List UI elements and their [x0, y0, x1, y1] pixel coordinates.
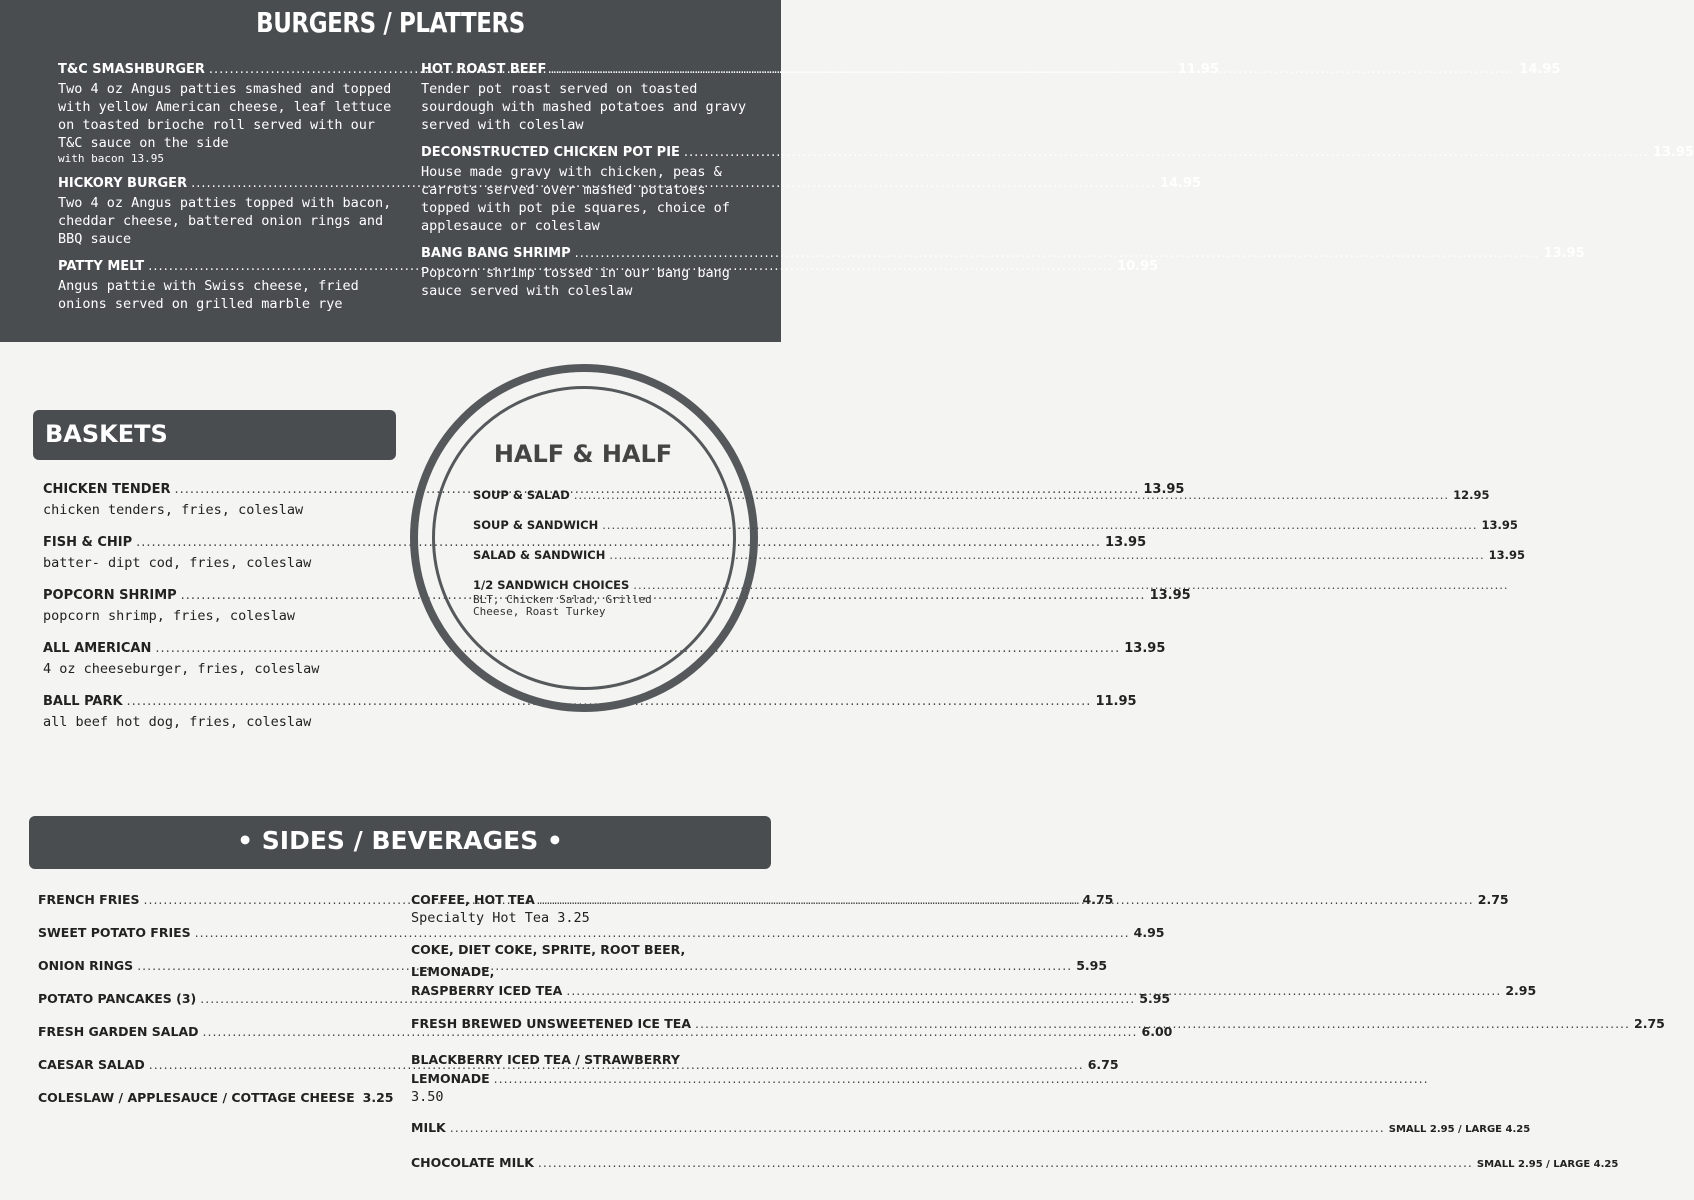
section-title-half-half: HALF & HALF [493, 440, 673, 468]
item-price: 5.95 [1139, 991, 1171, 1006]
item-price: 6.00 [1141, 1024, 1173, 1039]
item-desc: Angus pattie with Swiss cheese, fried onions served on grilled marble rye [58, 278, 359, 312]
item-price: 3.25 [362, 1090, 394, 1105]
item-name: SALAD & SANDWICH [473, 548, 606, 562]
item-desc: Two 4 oz Angus patties topped with bacon, cheddar cheese, battered onion rings and BBQ sauce [58, 195, 392, 247]
half-half-list [473, 488, 1526, 618]
item-price: 2.95 [1505, 983, 1537, 998]
item-name: ONION RINGS [38, 958, 134, 973]
item-price: 13.95 [1652, 145, 1694, 160]
item-desc: Tender pot roast served on toasted sourdough with mashed potatoes and gravy served with coleslaw [421, 81, 747, 133]
item-name: HICKORY BURGER [58, 176, 188, 191]
menu-item [38, 991, 1171, 1006]
sandwich-choices: BLT, Chicken Salad, Grilled Cheese, Roast Turkey [473, 593, 652, 618]
item-name: HOT ROAST BEEF [421, 62, 547, 77]
menu-item [473, 518, 1518, 532]
menu-item [38, 1090, 394, 1105]
item-name: RASPBERRY ICED TEA [411, 983, 563, 998]
item-name: LEMONADE [411, 1071, 490, 1086]
menu-item [411, 1120, 1531, 1135]
item-price: 6.75 [1087, 1057, 1119, 1072]
item-price: 13.95 [1488, 548, 1526, 562]
item-name: ALL AMERICAN [43, 641, 152, 656]
item-desc: House made gravy with chicken, peas & carrots served over mashed potatoes topped with pot pie squares, choice of applesauce or coleslaw [421, 164, 730, 234]
section-title-sides: • SIDES / BEVERAGES • [29, 816, 771, 869]
item-price: 12.95 [1453, 488, 1490, 502]
item-name-line: BLACKBERRY ICED TEA / STRAWBERRY [411, 1052, 680, 1067]
menu-item [43, 641, 1166, 678]
section-title-baskets: BASKETS [33, 410, 396, 460]
item-name: MILK [411, 1120, 446, 1135]
item-name: BALL PARK [43, 694, 123, 709]
menu-item [411, 1155, 1619, 1170]
item-name: COLESLAW / APPLESAUCE / COTTAGE CHEESE [38, 1090, 355, 1105]
item-price: 4.95 [1133, 925, 1165, 940]
item-name: 1/2 SANDWICH CHOICES [473, 578, 630, 592]
item-price: 4.75 [1082, 892, 1114, 907]
item-price: SMALL 2.95 / LARGE 4.25 [1476, 1159, 1619, 1170]
item-name: SOUP & SALAD [473, 488, 570, 502]
item-price: 13.95 [1105, 535, 1147, 550]
item-price: 13.95 [1481, 518, 1518, 532]
item-price: SMALL 2.95 / LARGE 4.25 [1388, 1124, 1531, 1135]
item-price: 11.95 [1177, 62, 1219, 77]
item-name: FRENCH FRIES [38, 892, 140, 907]
item-price: 11.95 [1095, 694, 1137, 709]
menu-item [38, 1024, 1173, 1039]
item-desc: Two 4 oz Angus patties smashed and topped with yellow American cheese, leaf lettuce on toasted brioche roll served with our T&C sauce on the side [58, 81, 392, 151]
item-name: FISH & CHIP [43, 535, 133, 550]
item-price: 13.95 [1149, 588, 1191, 603]
item-name: CHOCOLATE MILK [411, 1155, 534, 1170]
menu-item [38, 958, 1108, 973]
menu-item [473, 548, 1526, 562]
item-name: SWEET POTATO FRIES [38, 925, 191, 940]
item-name: COFFEE, HOT TEA [411, 892, 535, 907]
menu-item [38, 925, 1165, 940]
item-price: 13.95 [1143, 482, 1185, 497]
menu-item [411, 1049, 759, 1106]
item-name: T&C SMASHBURGER [58, 62, 205, 77]
menu-item [43, 694, 1137, 731]
burgers-platters-section [0, 0, 1694, 342]
item-name: CHICKEN TENDER [43, 482, 171, 497]
item-price: 13.95 [1124, 641, 1166, 656]
item-note: with bacon 13.95 [58, 152, 164, 165]
item-desc: popcorn shrimp, fries, coleslaw [43, 608, 295, 624]
item-desc: 4 oz cheeseburger, fries, coleslaw [43, 661, 320, 677]
item-name: CAESAR SALAD [38, 1057, 145, 1072]
item-price: 2.75 [1477, 892, 1509, 907]
item-price: 10.95 [1117, 259, 1159, 274]
item-name: FRESH GARDEN SALAD [38, 1024, 199, 1039]
item-name: POPCORN SHRIMP [43, 588, 177, 603]
item-note: Specialty Hot Tea 3.25 [411, 910, 590, 926]
item-name: FRESH BREWED UNSWEETENED ICE TEA [411, 1016, 691, 1031]
item-name-line: COKE, DIET COKE, SPRITE, ROOT BEER, LEMONADE, [411, 942, 686, 979]
section-title-burgers: BURGERS / PLATTERS [256, 6, 525, 39]
item-name: PATTY MELT [58, 259, 145, 274]
menu-item [411, 1016, 1665, 1031]
item-name: DECONSTRUCTED CHICKEN POT PIE [421, 145, 680, 160]
item-name: POTATO PANCAKES (3) [38, 991, 197, 1006]
item-name: BANG BANG SHRIMP [421, 246, 571, 261]
item-price: 14.95 [1519, 62, 1561, 77]
item-price: 3.50 [411, 1089, 444, 1105]
menu-item [473, 578, 645, 592]
item-desc: batter- dipt cod, fries, coleslaw [43, 555, 312, 571]
item-desc: Popcorn shrimp tossed in our bang bang sauce served with coleslaw [421, 265, 730, 299]
item-name: SOUP & SANDWICH [473, 518, 599, 532]
item-price: 2.75 [1634, 1016, 1665, 1031]
item-desc: all beef hot dog, fries, coleslaw [43, 714, 312, 730]
item-desc: chicken tenders, fries, coleslaw [43, 502, 304, 518]
item-price: 14.95 [1159, 176, 1202, 191]
item-price: 5.95 [1076, 958, 1108, 973]
item-price: 13.95 [1543, 246, 1585, 261]
